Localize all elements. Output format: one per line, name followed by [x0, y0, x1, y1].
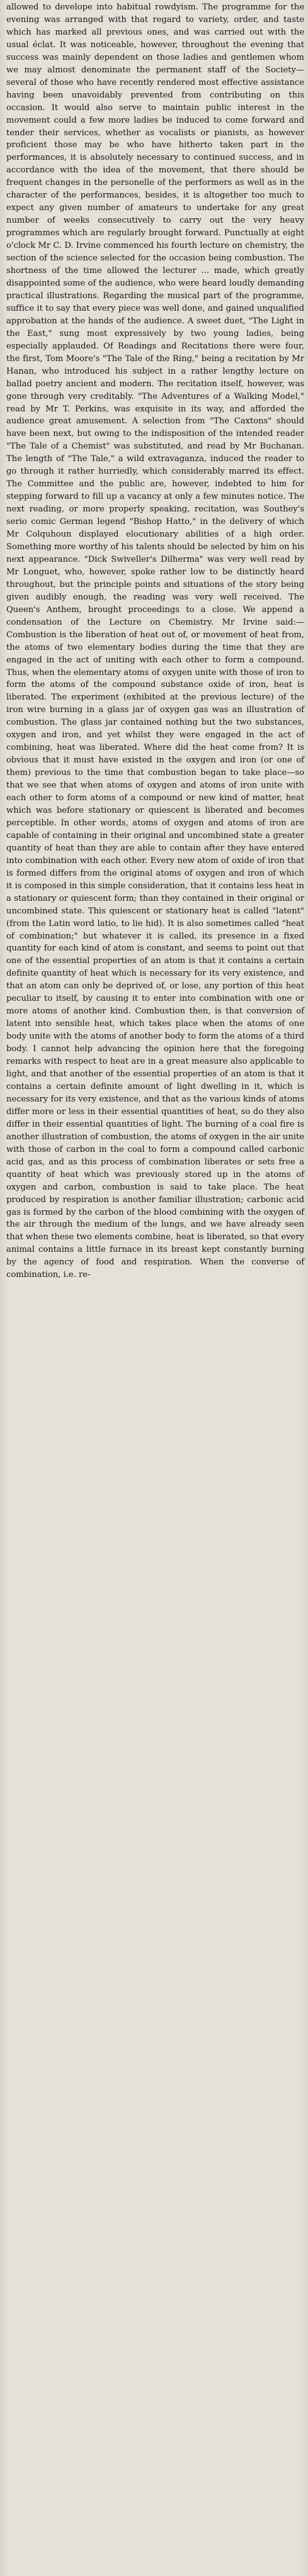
article-column — [6, 1, 304, 1281]
article-paragraph: allowed to develope into habitual rowdyism. The programme for the evening was arranged with that regard to variety, order, and taste which has marked all previous ones, and was carried out with the usual éclat. It was noticeable, however, throughout the evening that success was mainly dependent on those ladies and gentlemen whom we may almost denominate the permanent staff of the Society—several of those who have recently rendered most effective assistance having been unavoidably prevented from contributing on this occasion. It would also serve to maintain public interest in the movement could a few more ladies be induced to come forward and tender their services, whether as vocalists or pianists, as however proficient those may be who have hitherto taken part in the performances, it is absolutely necessary to continued success, and in accordance with the idea of the movement, that there should be frequent changes in the personelle of the performers as well as in the character of the performances, besides, it is altogether too much to expect any given number of amateurs to undertake for any great number of weeks consecutively to carry out the very heavy programmes which are regularly brought forward. Punctually at eight o'clock Mr C. D. Irvine commenced his fourth lecture on chemistry, the section of the science selected for the occasion being combustion. The shortness of the time allowed the lecturer ... made, which greatly disappointed some of the audience, who were heard loudly demanding practical illustrations. Regarding the musical part of the programme, suffice it to say that every piece was well done, and gained unqualified approbation at the hands of the audience. A sweet duet, "The Light in the East," sung most expressively by two young ladies, being especially applauded. Of Readings and Recitations there were four, the first, Tom Moore's "The Tale of the Ring," being a recitation by Mr Hanan, who introduced his subject in a rather lengthy lecture on ballad poetry ancient and modern. The recitation itself, however, was gone through very creditably. "The Adventures of a Walking Model," read by Mr T. Perkins, was exquisite in its way, and afforded the audience great amusement. A selection from "The Caxtons" should have been next, but owing to the indisposition of the intended reader "The Tale of a Chemist" was substituted, and read by Mr Buchanan. The length of "The Tale," a wild extravaganza, induced the reader to go through it rather hurriedly, which considerably marred its effect. The Committee and the public are, however, indebted to him for stepping forward to fill up a vacancy at only a few minutes notice. The next reading, or more properly speaking, recitation, was Southey's serio comic German legend "Bishop Hatto," in the delivery of which Mr Colquhoun displayed elocutionary abilities of a high order. Something more worthy of his talents should be selected by him on his next appearance. "Dick Swiveller's Dilherma" was very well read by Mr Longuet, who, however, spoke rather low to be distinctly heard throughout, but the principle points and situations of the story being given audibly enough, the reading was very well received. The Queen's Anthem, brought proceedings to a close. We append a condensation of the Lecture on Chemistry. Mr Irvine said:—Combustion is the liberation of heat out of, or movement of heat from, the atoms of two elementary bodies during the time that they are engaged in the act of uniting with each other to form a compound. Thus, when the elementary atoms of oxygen unite with those of iron to form the atoms of the compound substance oxide of iron, heat is liberated. The experiment (exhibited at the previous lecture) of the iron wire burning in a glass jar of oxygen gas was an illustration of combustion. The glass jar contained nothing but the two substances, oxygen and iron, and yet whilst they were engaged in the act of combining, heat was liberated. Where did the heat come from? It is obvious that it must have existed in the oxygen and iron (or one of them) previous to the time that combustion began to take place—so that we see that when atoms of oxygen and atoms of iron unite with each other to form atoms of a compound or new kind of matter, heat which was before stationary or quiescent is liberated and becomes perceptible. In other words, atoms of oxygen and atoms of iron are capable of containing in their original and uncombined state a greater quantity of heat than they are able to contain after they have entered into combination with each other. Every new atom of oxide of iron that is formed differs from the original atoms of oxygen and iron of which it is composed in this simple consideration, that it contains less heat in a stationary or quiescent form; than they contained in their original or uncombined state. This quiescent or stationary heat is called "latent" (from the Latin word latio, to lie hid). It is also sometimes called "heat of combination;" but whatever it is called, its presence in a fixed quantity for each kind of atom is constant, and seems to point out that one of the essential properties of an atom is that it contains a certain definite quantity of heat which is necessary for its very existence, and that an atom can only be deprived of, or lose, any portion of this heat peculiar to itself, by causing it to enter into combination with one or more atoms of another kind. Combustion then, is that conversion of latent into sensible heat, which takes place when the atoms of one body unite with the atoms of another body to form the atoms of a third body. I cannot help advancing the opinion here that the foregoing remarks with respect to heat are in a great measure also applicable to light, and that another of the essential properties of an atom is that it contains a certain definite amount of light dwelling in it, which is necessary for its very existence, and that as the various kinds of atoms differ more or less in their essential quantities of heat, so do they also differ in their essential quantities of light. The burning of a coal fire is another illustration of combustion, the atoms of oxygen in the air unite with those of carbon in the coal to form a compound called carbonic acid gas, and as this process of combination liberates or sets free a quantity of heat which was previously stored up in the atoms of oxygen and carbon, combustion is said to take place. The heat produced by respiration is another familiar illustration; carbonic acid gas is formed by the carbon of the blood combining with the oxygen of the air through the medium of the lungs, and we have already seen that when these two elements combine, heat is liberated, so that every animal contains a little furnace in its breast kept constantly burning by the agency of food and respiration. When the converse of combination, i.e. re- — [6, 3, 304, 1280]
